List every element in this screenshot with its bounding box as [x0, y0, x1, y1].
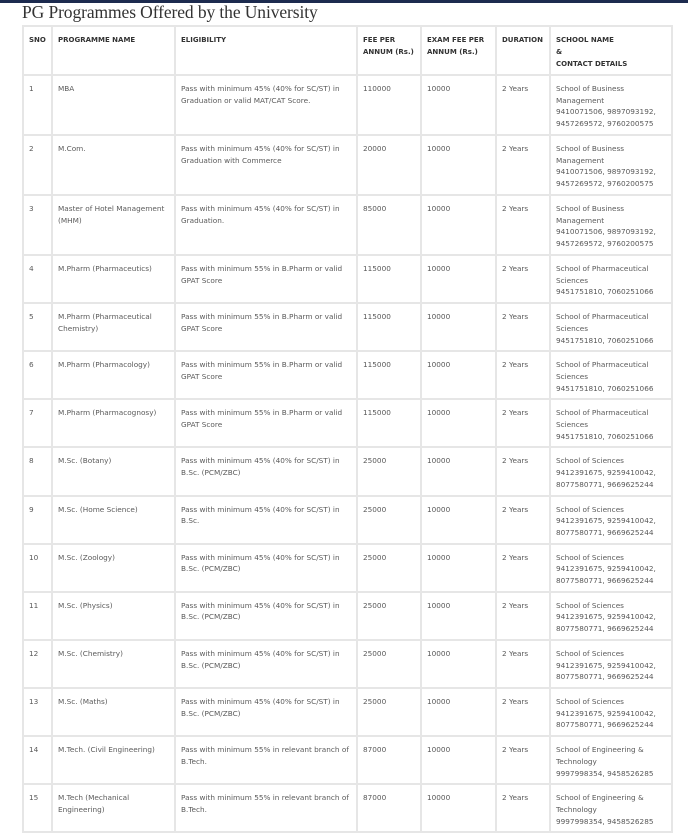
programmes-table — [22, 25, 673, 833]
cell-eligibility: Pass with minimum 55% in relevant branch of B.Tech. — [175, 784, 357, 832]
school-name: School of Business Management — [556, 84, 625, 105]
cell-duration: 2 Years — [496, 736, 550, 784]
cell-duration: 2 Years — [496, 399, 550, 447]
page-title: PG Programmes Offered by the University — [22, 2, 318, 22]
cell-exam-fee: 10000 — [421, 640, 496, 688]
cell-school — [550, 303, 672, 351]
cell-school — [550, 640, 672, 688]
school-name: School of Pharmaceutical Sciences — [556, 408, 649, 430]
school-name: School of Business Management — [556, 204, 625, 225]
cell-eligibility: Pass with minimum 45% (40% for SC/ST) in B.Sc. (PCM/ZBC) — [175, 592, 357, 640]
cell-duration: 2 Years — [496, 784, 550, 832]
cell-programme: M.Sc. (Physics) — [52, 592, 175, 640]
cell-eligibility: Pass with minimum 55% in B.Pharm or valid GPAT Score — [175, 255, 357, 303]
cell-fee: 25000 — [357, 640, 421, 688]
cell-eligibility: Pass with minimum 55% in relevant branch of B.Tech. — [175, 736, 357, 784]
school-contact: 9451751810, 7060251066 — [556, 335, 654, 345]
cell-fee: 25000 — [357, 592, 421, 640]
cell-programme: Master of Hotel Management (MHM) — [52, 195, 175, 255]
cell-fee: 115000 — [357, 255, 421, 303]
cell-programme: M.Tech. (Civil Engineering) — [52, 736, 175, 784]
cell-exam-fee: 10000 — [421, 351, 496, 399]
cell-sno: 8 — [23, 447, 52, 495]
cell-duration: 2 Years — [496, 303, 550, 351]
cell-exam-fee: 10000 — [421, 447, 496, 495]
table-row — [23, 75, 672, 135]
cell-exam-fee: 10000 — [421, 399, 496, 447]
table-row — [23, 303, 672, 351]
cell-eligibility: Pass with minimum 45% (40% for SC/ST) in B.Sc. — [175, 496, 357, 544]
table-header-row — [23, 26, 672, 75]
cell-duration: 2 Years — [496, 496, 550, 544]
cell-sno: 10 — [23, 544, 52, 592]
school-name: School of Sciences — [556, 552, 624, 562]
school-contact: 9451751810, 7060251066 — [556, 287, 654, 297]
table-row — [23, 592, 672, 640]
cell-fee: 25000 — [357, 496, 421, 544]
cell-sno: 11 — [23, 592, 52, 640]
cell-exam-fee: 10000 — [421, 784, 496, 832]
cell-programme: M.Com. — [52, 135, 175, 195]
cell-eligibility: Pass with minimum 45% (40% for SC/ST) in B.Sc. (PCM/ZBC) — [175, 447, 357, 495]
cell-exam-fee: 10000 — [421, 688, 496, 736]
school-name: School of Engineering & Technology — [556, 793, 644, 814]
cell-eligibility: Pass with minimum 55% in B.Pharm or valid GPAT Score — [175, 303, 357, 351]
cell-programme: MBA — [52, 75, 175, 135]
school-name: School of Sciences — [556, 696, 624, 706]
cell-duration: 2 Years — [496, 592, 550, 640]
cell-duration: 2 Years — [496, 640, 550, 688]
cell-fee: 87000 — [357, 736, 421, 784]
cell-fee: 115000 — [357, 351, 421, 399]
table-row — [23, 195, 672, 255]
school-name: School of Sciences — [556, 504, 624, 514]
cell-fee: 115000 — [357, 399, 421, 447]
cell-duration: 2 Years — [496, 688, 550, 736]
school-contact: 9410071506, 9897093192, 9457269572, 9760200575 — [556, 107, 656, 129]
header-school — [550, 26, 672, 75]
cell-eligibility: Pass with minimum 45% (40% for SC/ST) in Graduation. — [175, 195, 357, 255]
school-contact: 9412391675, 9259410042, 8077580771, 9669625244 — [556, 612, 656, 634]
header-fee: FEE PER ANNUM (Rs.) — [357, 26, 421, 75]
cell-duration: 2 Years — [496, 75, 550, 135]
school-name: School of Engineering & Technology — [556, 745, 644, 766]
school-contact: 9412391675, 9259410042, 8077580771, 9669625244 — [556, 564, 656, 586]
cell-school — [550, 195, 672, 255]
cell-programme: M.Sc. (Home Science) — [52, 496, 175, 544]
cell-school — [550, 544, 672, 592]
cell-sno: 7 — [23, 399, 52, 447]
header-school-line3: CONTACT DETAILS — [556, 60, 628, 68]
school-contact: 9997998354, 9458526285 — [556, 768, 654, 778]
table-row — [23, 736, 672, 784]
cell-sno: 6 — [23, 351, 52, 399]
cell-school — [550, 447, 672, 495]
cell-programme: M.Pharm (Pharmacology) — [52, 351, 175, 399]
cell-duration: 2 Years — [496, 195, 550, 255]
cell-programme: M.Pharm (Pharmaceutical Chemistry) — [52, 303, 175, 351]
school-name: School of Sciences — [556, 648, 624, 658]
school-contact: 9997998354, 9458526285 — [556, 816, 654, 826]
school-contact: 9410071506, 9897093192, 9457269572, 9760200575 — [556, 227, 656, 249]
header-eligibility: ELIGIBILITY — [175, 26, 357, 75]
cell-exam-fee: 10000 — [421, 255, 496, 303]
cell-programme: M.Sc. (Botany) — [52, 447, 175, 495]
cell-eligibility: Pass with minimum 45% (40% for SC/ST) in B.Sc. (PCM/ZBC) — [175, 688, 357, 736]
cell-sno: 12 — [23, 640, 52, 688]
cell-fee: 25000 — [357, 447, 421, 495]
cell-programme: M.Tech (Mechanical Engineering) — [52, 784, 175, 832]
cell-school — [550, 496, 672, 544]
cell-duration: 2 Years — [496, 255, 550, 303]
cell-fee: 110000 — [357, 75, 421, 135]
cell-sno: 4 — [23, 255, 52, 303]
cell-exam-fee: 10000 — [421, 496, 496, 544]
table-row — [23, 255, 672, 303]
cell-programme: M.Sc. (Chemistry) — [52, 640, 175, 688]
header-programme: PROGRAMME NAME — [52, 26, 175, 75]
table-row — [23, 544, 672, 592]
table-row — [23, 447, 672, 495]
school-name: School of Pharmaceutical Sciences — [556, 312, 649, 333]
cell-exam-fee: 10000 — [421, 544, 496, 592]
cell-fee: 115000 — [357, 303, 421, 351]
school-contact: 9451751810, 7060251066 — [556, 383, 654, 393]
cell-fee: 25000 — [357, 688, 421, 736]
school-contact: 9451751810, 7060251066 — [556, 431, 654, 441]
cell-eligibility: Pass with minimum 45% (40% for SC/ST) in B.Sc. (PCM/ZBC) — [175, 640, 357, 688]
header-school-line1: SCHOOL NAME — [556, 36, 614, 44]
cell-school — [550, 592, 672, 640]
school-name: School of Business Management — [556, 144, 625, 165]
cell-fee: 85000 — [357, 195, 421, 255]
cell-sno: 13 — [23, 688, 52, 736]
cell-duration: 2 Years — [496, 135, 550, 195]
header-sno: SNO — [23, 26, 52, 75]
table-row — [23, 640, 672, 688]
header-school-line2: & — [556, 48, 563, 56]
cell-sno: 15 — [23, 784, 52, 832]
cell-exam-fee: 10000 — [421, 135, 496, 195]
cell-exam-fee: 10000 — [421, 75, 496, 135]
cell-school — [550, 399, 672, 447]
school-name: School of Sciences — [556, 456, 624, 466]
cell-school — [550, 135, 672, 195]
cell-school — [550, 351, 672, 399]
cell-exam-fee: 10000 — [421, 303, 496, 351]
cell-eligibility: Pass with minimum 45% (40% for SC/ST) in Graduation with Commerce — [175, 135, 357, 195]
cell-school — [550, 688, 672, 736]
school-contact: 9412391675, 9259410042, 8077580771, 9669625244 — [556, 660, 656, 682]
cell-duration: 2 Years — [496, 447, 550, 495]
cell-eligibility: Pass with minimum 45% (40% for SC/ST) in B.Sc. (PCM/ZBC) — [175, 544, 357, 592]
cell-sno: 14 — [23, 736, 52, 784]
cell-fee: 20000 — [357, 135, 421, 195]
cell-eligibility: Pass with minimum 45% (40% for SC/ST) in Graduation or valid MAT/CAT Score. — [175, 75, 357, 135]
cell-programme: M.Sc. (Zoology) — [52, 544, 175, 592]
school-contact: 9412391675, 9259410042, 8077580771, 9669625244 — [556, 708, 656, 730]
school-contact: 9410071506, 9897093192, 9457269572, 9760200575 — [556, 167, 656, 189]
school-contact: 9412391675, 9259410042, 8077580771, 9669625244 — [556, 468, 656, 489]
school-name: School of Pharmaceutical Sciences — [556, 264, 649, 285]
table-row — [23, 399, 672, 447]
header-exam-fee: EXAM FEE PER ANNUM (Rs.) — [421, 26, 496, 75]
cell-school — [550, 75, 672, 135]
cell-sno: 2 — [23, 135, 52, 195]
school-name: School of Pharmaceutical Sciences — [556, 360, 649, 381]
cell-eligibility: Pass with minimum 55% in B.Pharm or valid GPAT Score — [175, 351, 357, 399]
cell-exam-fee: 10000 — [421, 736, 496, 784]
table-row — [23, 496, 672, 544]
cell-programme: M.Sc. (Maths) — [52, 688, 175, 736]
header-duration: DURATION — [496, 26, 550, 75]
cell-exam-fee: 10000 — [421, 195, 496, 255]
cell-programme: M.Pharm (Pharmacognosy) — [52, 399, 175, 447]
school-contact: 9412391675, 9259410042, 8077580771, 9669625244 — [556, 516, 656, 537]
cell-school — [550, 736, 672, 784]
cell-exam-fee: 10000 — [421, 592, 496, 640]
cell-school — [550, 784, 672, 832]
cell-fee: 87000 — [357, 784, 421, 832]
school-name: School of Sciences — [556, 600, 624, 610]
table-row — [23, 351, 672, 399]
cell-programme: M.Pharm (Pharmaceutics) — [52, 255, 175, 303]
cell-sno: 9 — [23, 496, 52, 544]
table-row — [23, 688, 672, 736]
table-row — [23, 784, 672, 832]
cell-duration: 2 Years — [496, 544, 550, 592]
cell-sno: 3 — [23, 195, 52, 255]
cell-sno: 5 — [23, 303, 52, 351]
cell-duration: 2 Years — [496, 351, 550, 399]
cell-eligibility: Pass with minimum 55% in B.Pharm or valid GPAT Score — [175, 399, 357, 447]
cell-fee: 25000 — [357, 544, 421, 592]
cell-sno: 1 — [23, 75, 52, 135]
table-row — [23, 135, 672, 195]
cell-school — [550, 255, 672, 303]
